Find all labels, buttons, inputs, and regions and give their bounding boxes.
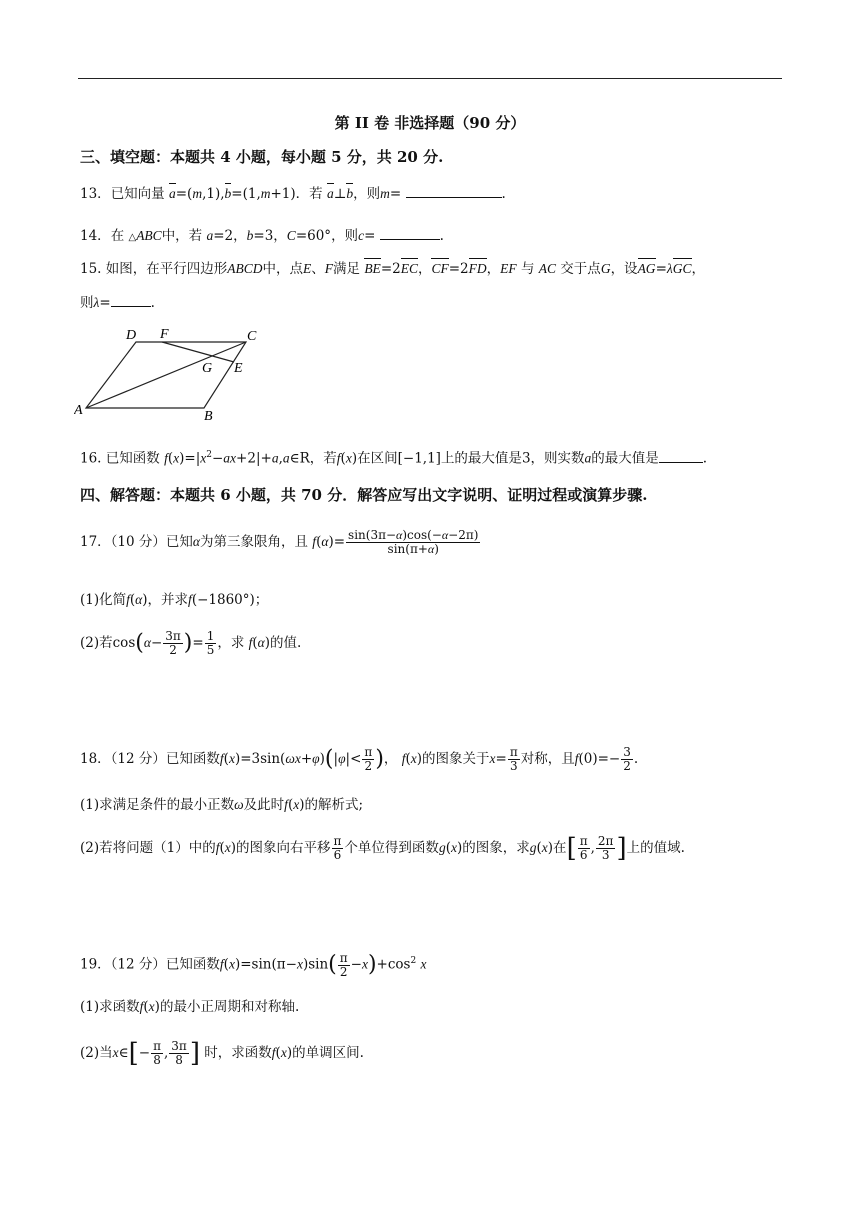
question-17: 17．（10 分）已知α为第三象限角，且 f(α)= $\frac{\sin(3\pi-\alpha)\cos(-\alpha-2\pi)}{\sin(\pi+\alpha)}$: [80, 528, 479, 556]
question-15: 15. 如图，在平行四边形ABCD中，点E、F满足 BE=2EC，CF=2FD，EF 与 AC 交于点G，设AG=λGC，: [80, 261, 705, 277]
section-title: 第 II 卷 非选择题（90 分）: [334, 114, 526, 132]
question-19-part1: (1)求函数f(x)的最小正周期和对称轴.: [80, 999, 300, 1015]
answer-heading: 四、解答题：本题共 6 小题，共 70 分．解答应写出文字说明、证明过程或演算步骤.: [80, 486, 648, 504]
question-13: 13．已知向量 a=(m,1),b=(1,m+1)．若 a⊥b，则m= .: [80, 183, 506, 204]
question-18-part2: (2)若将问题（1）中的f(x)的图象向右平移 $\frac{\pi}{6}$ 个单位得到函数g(x)的图象，求g(x)在[ $\frac{\pi}{6}$ , $\frac{2\pi}{3}$ ]上的值域.: [80, 833, 685, 864]
question-14: 14．在 △ABC中，若 a=2，b=3，C=60°，则c= .: [80, 225, 444, 248]
label-C: C: [247, 329, 257, 344]
question-19-part2: (2)当x∈[− $\frac{\pi}{8}$ , $\frac{3\pi}{8}$ ] 时，求函数f(x)的单调区间.: [80, 1038, 364, 1069]
label-D: D: [126, 328, 137, 343]
question-19: 19．（12 分）已知函数f(x)=sin(π−x)sin( $\frac{\pi}{2}$ $-x)+\cos^2$ x: [80, 950, 427, 979]
fill-in-heading: 三、填空题：本题共 4 小题，每小题 5 分，共 20 分.: [80, 148, 444, 166]
question-18: 18．（12 分）已知函数f(x)=3sin(ωx+φ)(|φ|< $\frac{\pi}{2}$ )， f(x)的图象关于x= $\frac{\pi}{3}$ 对称，且f(0)=− $\frac{3}{2}$ .: [80, 745, 639, 773]
question-15-line2: 则λ= .: [80, 292, 155, 313]
label-G: G: [202, 361, 213, 376]
label-A: A: [74, 403, 83, 418]
label-F: F: [160, 327, 169, 342]
question-16: 16. 已知函数 $f(x)=|x^2-ax+2|+a,a\in R$，若f(x)在区间[−1,1]上的最大值是3，则实数a的最大值是 .: [80, 445, 707, 469]
parallelogram-figure: [74, 322, 274, 422]
top-rule: [78, 78, 782, 79]
question-17-part1: (1)化简f(α)，并求f(−1860°)；: [80, 592, 269, 608]
question-18-part1: (1)求满足条件的最小正数ω及此时f(x)的解析式;: [80, 797, 364, 813]
label-E: E: [234, 361, 243, 376]
question-17-part2: (2)若cos(α− $\frac{3\pi}{2}$ )= $\frac{1}{5}$ ，求 f(α)的值.: [80, 629, 302, 657]
label-B: B: [204, 409, 213, 422]
